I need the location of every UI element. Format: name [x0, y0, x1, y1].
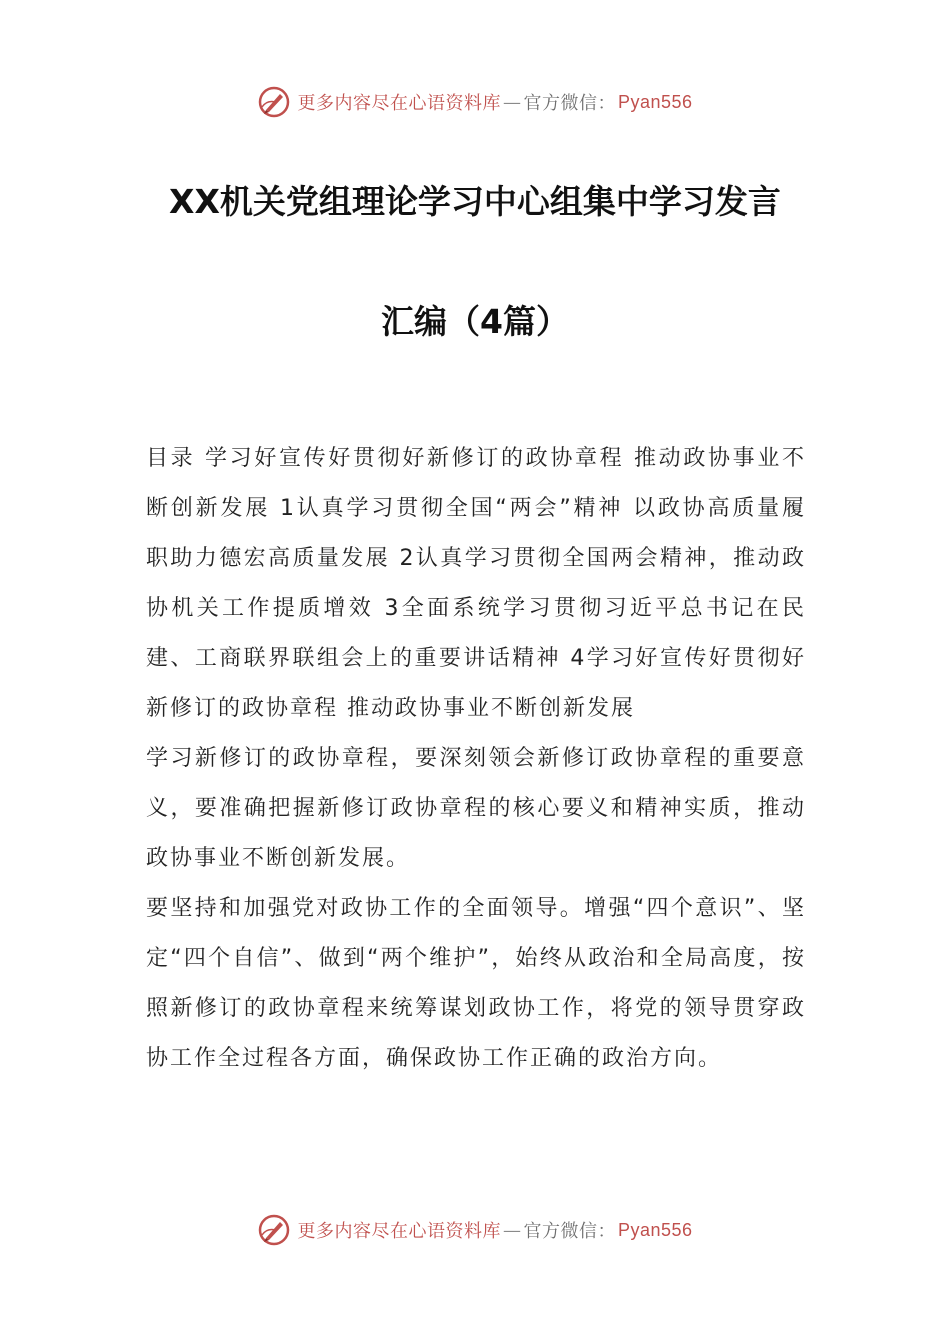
header-banner-content	[257, 85, 692, 119]
document-body	[146, 434, 806, 1084]
header-banner	[0, 82, 950, 122]
banner-site-text: 更多内容尽在心语资料库	[297, 93, 501, 114]
document-title-line-1: XX机关党组理论学习中心组集中学习发言	[169, 182, 781, 221]
banner-separator: —	[502, 91, 522, 113]
body-paragraph-toc: 目录 学习好宣传好贯彻好新修订的政协章程 推动政协事业不断创新发展 1认真学习贯彻全国“两会”精神 以政协高质量履职助力德宏高质量发展 2认真学习贯彻全国两会精神，推动政协机关工作提质增效 3全面系统学习贯彻习近平总书记在民建、工商联界联组会上的重要讲话精神 4学习好宣传好贯彻好新修订的政协章程 推动政协事业不断创新发展	[146, 446, 806, 721]
body-paragraph: 学习新修订的政协章程，要深刻领会新修订政协章程的重要意义，要准确把握新修订政协章程的核心要义和精神实质，推动政协事业不断创新发展。	[146, 746, 806, 871]
footer-banner-content	[257, 1213, 692, 1247]
document-title-line-2: 汇编（4篇）	[381, 302, 569, 341]
banner-site-text: 更多内容尽在心语资料库	[297, 1221, 501, 1242]
footer-banner	[0, 1210, 950, 1250]
banner-label: 官方微信：	[523, 1221, 616, 1242]
banner-separator: —	[502, 1219, 522, 1241]
banner-wechat-id: Pyan556	[617, 91, 693, 112]
pen-logo-icon	[257, 85, 291, 119]
banner-wechat-id: Pyan556	[617, 1219, 693, 1240]
banner-label: 官方微信：	[523, 93, 616, 114]
body-paragraph: 要坚持和加强党对政协工作的全面领导。增强“四个意识”、坚定“四个自信”、做到“两个维护”，始终从政治和全局高度，按照新修订的政协章程来统筹谋划政协工作，将党的领导贯穿政协工作全过程各方面，确保政协工作正确的政治方向。	[146, 896, 806, 1071]
pen-logo-icon	[257, 1213, 291, 1247]
